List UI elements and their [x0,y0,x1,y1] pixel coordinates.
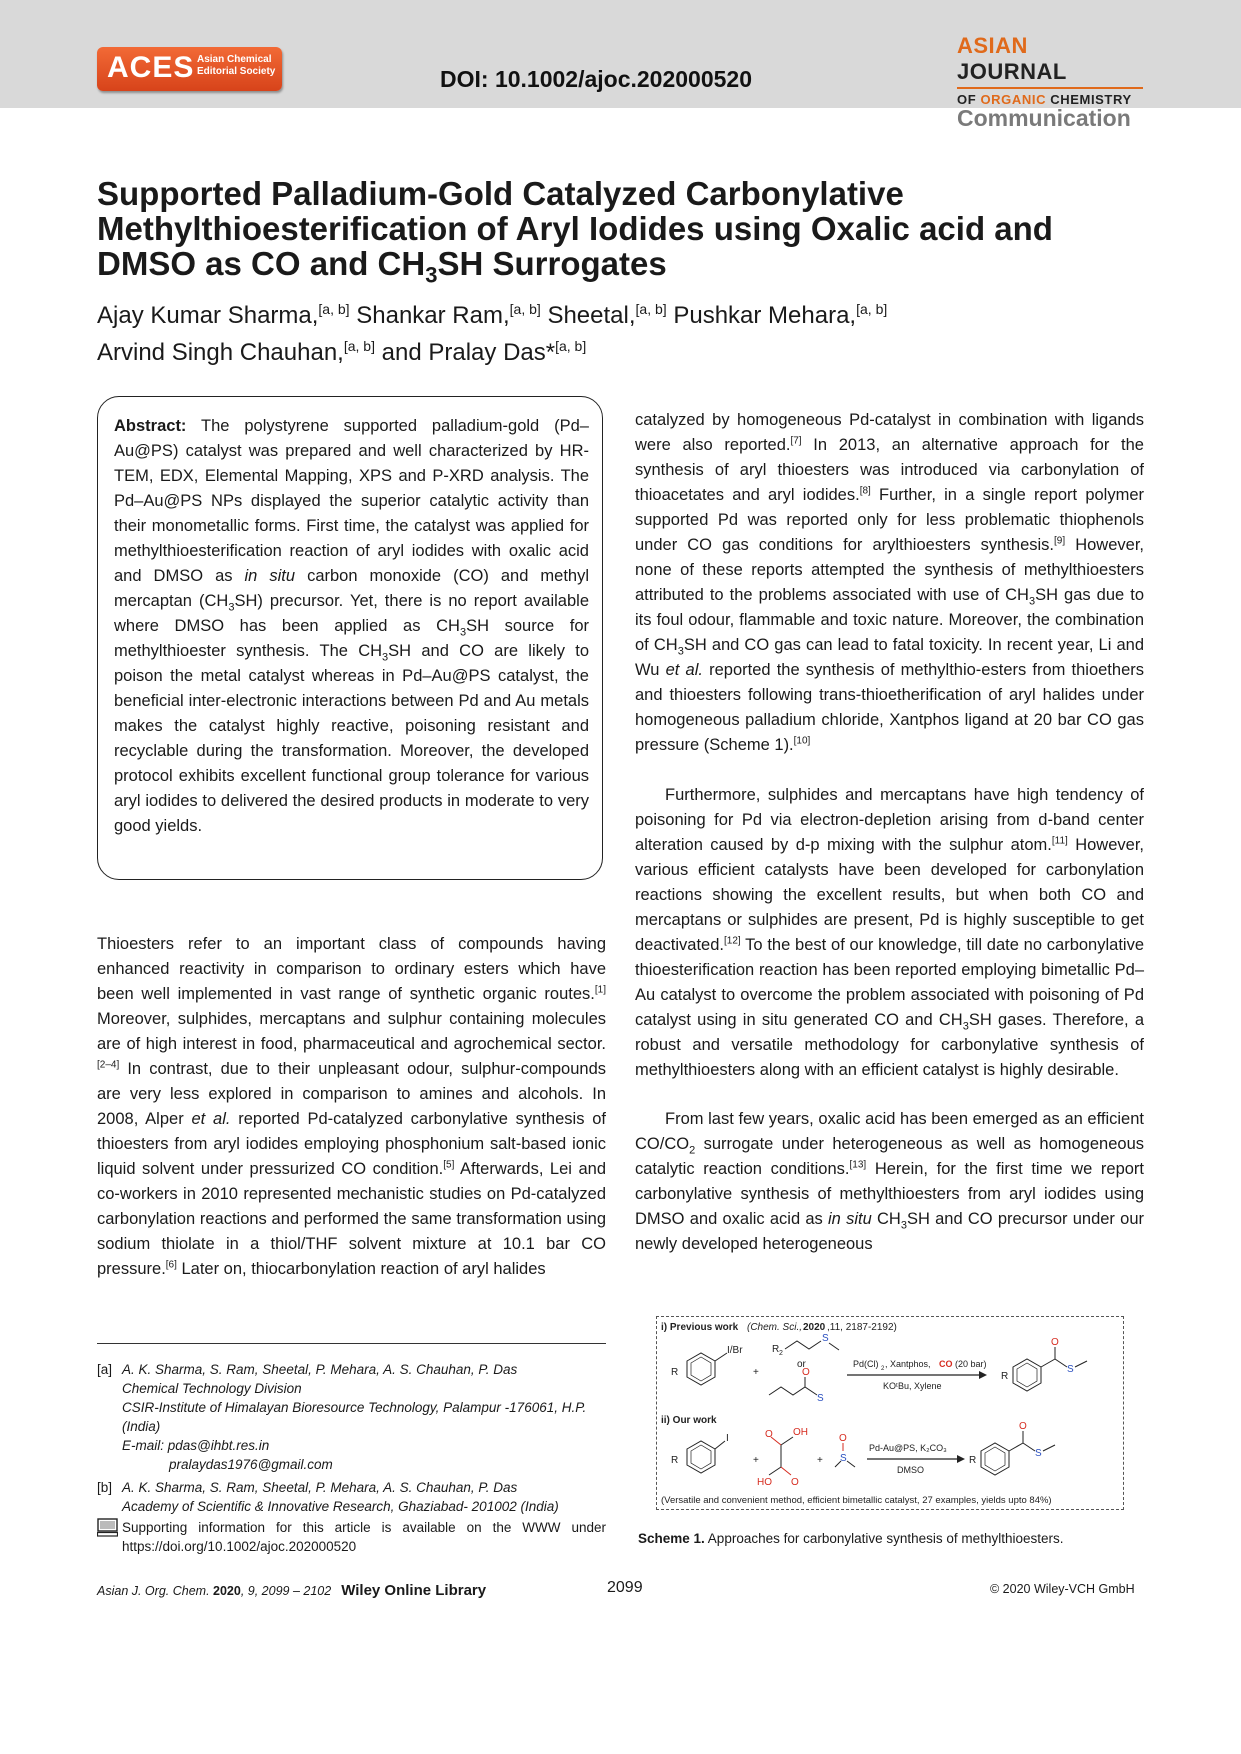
scheme-cond2-bottom: DMSO [897,1465,924,1475]
body-segment: From last few years, oxalic acid has been emerged as an efficient CO/CO [635,1110,1144,1153]
title-line1: Supported Palladium-Gold Catalyzed Carbonylative [97,175,904,212]
scheme-r2-label: R [772,1344,780,1355]
footnote-rule [97,1343,606,1344]
author-name: Sheetal, [547,302,636,329]
computer-icon [97,1518,118,1537]
abstract-segment: The polystyrene supported palladium-gold (Pd–Au@PS) catalyst was prepared and well characterized by HR-TEM, EDX, Elemental Mapping, XPS and P-XRD analysis. The Pd–Au@PS NPs displayed the superior catalytic activity than their monometallic forms. First time, the catalyst was applied for methylthioesterification reaction of aryl iodides with oxalic acid and DMSO as [114,417,589,585]
scheme-our-work-label: ii) Our work [661,1415,717,1426]
affiliation-tag: [a] [97,1362,113,1377]
scheme-plus: + [753,1455,759,1466]
scheme-cond1-top-a: Pd(Cl) [853,1359,879,1369]
page-number: 2099 [607,1579,643,1596]
citation-ref[interactable]: [13] [849,1159,867,1171]
abstract-segment: SH and CO are likely to poison the metal catalyst whereas in Pd–Au@PS catalyst, the beneficial inter-electronic interactions between Pd and Au metals makes the catalyst highly reactive, poisoning resistant and recyclable during the transformation. Moreover, the developed protocol exhibits excellent functional group tolerance for various aryl iodides to delivered the desired products in moderate to very good yields. [114,642,589,835]
citation-ref[interactable]: [1] [594,984,606,996]
body-italic: et al. [191,1110,231,1128]
scheme-previous-ref-rest: ,11, 2187-2192) [827,1322,897,1333]
body-sub: 3 [900,1219,907,1232]
body-sub: 3 [962,1020,969,1033]
scheme-cond1-top-sub: 2 [881,1366,885,1372]
aryl-iodide-structure [687,1441,725,1473]
scheme-oxygen-label: O [791,1477,799,1488]
scheme-cond1-top-b: , Xantphos, [885,1359,931,1369]
abstract-label: Abstract: [114,417,187,435]
body-sub: 3 [677,645,684,658]
scheme-previous-ref-year: 2020 [803,1322,826,1333]
aces-logo-society [197,54,275,78]
scheme-r-label: R [671,1367,679,1378]
author-affil-mark: [a, b] [635,301,667,317]
journal-brand-asian: ASIAN [957,33,1028,58]
scheme-oxygen-label: O [1051,1337,1059,1348]
citation-ref[interactable]: [2–4] [97,1059,120,1071]
aces-society-line2: Editorial Society [197,66,276,77]
scheme-sulfur-label: S [822,1333,829,1344]
citation-ref[interactable]: [9] [1054,535,1066,547]
citation-ref[interactable]: [8] [859,485,871,497]
aces-logo [97,47,282,91]
body-sub: 2 [689,1144,696,1157]
scheme-caption [638,1531,1138,1546]
body-paragraph-left [97,932,606,1282]
abstract-italic: in situ [244,567,296,585]
copyright: © 2020 Wiley-VCH GmbH [990,1582,1135,1596]
citation-ref[interactable]: [7] [790,435,802,447]
aryl-halide-structure-previous [687,1353,727,1385]
abstract-segment: SH source for methylthioester synthesis. The CH [114,617,589,660]
scheme-oxygen-label: O [839,1433,847,1444]
scheme-sulfur-label: S [840,1453,847,1464]
abstract-sub: 3 [459,626,467,639]
body-paragraph-right-1 [635,408,1144,758]
body-segment: Furthermore, sulphides and mercaptans have high tendency of poisoning for Pd via electron-depletion arising from d-band center alteration caused by d-p mixing with the sulphur atom. [635,786,1144,854]
author-list [97,297,1147,371]
footer-citation [97,1582,486,1599]
body-segment: CH [871,1210,901,1228]
journal-brand-line1 [957,33,1143,85]
body-segment: Thioesters refer to an important class of compounds having enhanced reactivity in comparison to ordinary esters which have been well implemented in vast range of synthetic organic routes. [97,935,606,1003]
body-segment: SH gas due to its foul odour, flammable and toxic nature. Moreover, the combination of CH [635,586,1144,654]
body-segment: In contrast, due to their unpleasant odour, sulphur-compounds are very less explored in comparison to amines and alcohols. In 2008, Alper [97,1060,606,1128]
journal-brand-organic: ORGANIC [980,92,1047,107]
body-segment: To the best of our knowledge, till date no carbonylative thioesterification reaction has been reported employing bimetallic Pd–Au catalyst to overcome the problem associated with poisoning of Pd catalyst using in situ generated CO and CH [635,936,1144,1029]
affiliation-email[interactable]: E-mail: pdas@ihbt.res.in [122,1438,270,1453]
thioether-methyl [829,1343,839,1350]
scheme-oxygen-label: O [802,1367,810,1378]
scheme-plus: + [817,1455,823,1466]
affiliation-line: CSIR-Institute of Himalayan Bioresource Technology, Palampur -176061, H.P. (India) [122,1400,587,1434]
citation-ref[interactable]: [11] [1051,835,1068,847]
author-name: Arvind Singh Chauhan, [97,339,344,366]
author-affil-mark: [a, b] [856,301,888,317]
body-segment: reported Pd-catalyzed carbonylative synthesis of thioesters from aryl iodides employing phosphonium salt-based ionic liquid solvent under pressurized CO condition. [97,1110,606,1178]
journal-brand-rule [957,87,1143,89]
scheme-iodo-label: I [726,1433,729,1444]
scheme-sulfur-label: S [1067,1364,1074,1375]
scheme-previous-ref-journal: (Chem. Sci., [747,1322,803,1333]
journal-brand-chemistry: CHEMISTRY [1046,92,1132,107]
affiliation-line: A. K. Sharma, S. Ram, Sheetal, P. Mehara, A. S. Chauhan, P. Das [122,1480,518,1495]
scheme-figure [656,1316,1124,1510]
scheme-cond2-top: Pd-Au@PS, K₂CO₃ [869,1443,947,1453]
affiliation-a [97,1360,606,1474]
author-affil-mark: [a, b] [318,301,350,317]
body-segment: Moreover, sulphides, mercaptans and sulphur containing molecules are of high interest in food, pharmaceutical and agrochemical sector. [97,1010,606,1053]
citation-ref[interactable]: [12] [723,935,741,947]
scheme-r-label: R [1001,1371,1009,1382]
body-segment: SH and CO gas can lead to fatal toxicity. In recent year, Li and Wu [635,636,1144,679]
body-segment: Afterwards, Lei and co-workers in 2010 represented mechanistic studies on Pd-catalyzed carbonylation reactions and performed the same transformation using sodium thiolate in a thiol/THF solvent mixture at 10.1 bar CO pressure. [97,1160,606,1278]
oxalic-acid-structure [769,1437,793,1475]
scheme-sulfur-label: S [1035,1448,1042,1459]
scheme-halide-label: I/Br [727,1345,743,1356]
scheme-drawing [657,1317,1123,1509]
thioether-chain [785,1341,821,1349]
scheme-or: or [797,1359,806,1370]
body-segment: catalyzed by homogeneous Pd-catalyst in combination with ligands were also reported. [635,411,1144,454]
author-affil-mark: [a, b] [509,301,541,317]
affiliation-tag: [b] [97,1480,113,1495]
wiley-online-library-link[interactable]: Wiley Online Library [341,1582,487,1599]
citation-ref[interactable]: [5] [443,1159,455,1171]
citation-ref[interactable]: [10] [793,735,811,747]
affiliation-b [97,1478,606,1516]
article-type: Communication [957,105,1131,131]
footer-volume-pages: , 9, 2099 – 2102 [240,1584,332,1598]
author-affil-mark: [a, b] [555,338,587,354]
product-structure-ours [981,1431,1055,1475]
body-segment: Herein, for the first time we report carbonylative synthesis of methylthioesters from aryl iodides using DMSO and oxalic acid as [635,1160,1145,1228]
affiliation-line: Academy of Scientific & Innovative Research, Ghaziabad- 201002 (India) [122,1499,559,1514]
body-segment: Later on, thiocarbonylation reaction of aryl halides [176,1260,546,1278]
scheme-note: (Versatile and convenient method, efficient bimetallic catalyst, 27 examples, yields upto 84%) [661,1495,1052,1506]
affiliation-line: A. K. Sharma, S. Ram, Sheetal, P. Mehara, A. S. Chauhan, P. Das [122,1362,518,1377]
footer-year: 2020 [213,1584,241,1598]
author-affil-mark: [a, b] [343,338,375,354]
scheme-cond1-top-c: (20 bar) [955,1359,987,1369]
citation-ref[interactable]: [6] [165,1259,177,1271]
affiliation-line: Chemical Technology Division [122,1381,302,1396]
body-sub: 3 [1028,595,1036,608]
affiliation-email[interactable]: pralaydas1976@gmail.com [169,1457,333,1472]
body-segment: surrogate under heterogeneous as well as homogeneous catalytic reaction conditions. [635,1135,1144,1178]
body-segment: However, various efficient catalysts have been developed for carbonylation reactions showing the excellent results, but when both CO and mercaptans or sulphides are present, Pd is highly susceptible to get deactivated. [635,836,1144,954]
article-title [97,175,1147,288]
title-line2: Methylthioesterification of Aryl Iodides using Oxalic acid and [97,210,1053,247]
scheme-cond1-bottom: KOᵗBu, Xylene [883,1381,942,1391]
scheme-hydroxyl-label: HO [757,1477,772,1488]
abstract-text [114,414,589,839]
journal-brand [957,33,1143,132]
author-name: Pushkar Mehara, [673,302,857,329]
scheme-sulfur-label: S [817,1393,824,1404]
body-segment: Further, in a single report polymer supported Pd was reported only for less problematic thiophenols under CO gas conditions for arylthioesters synthesis. [635,486,1145,554]
supporting-info [97,1518,606,1556]
body-paragraph-right-3 [635,1107,1144,1257]
aces-logo-word: ACES [107,51,195,84]
body-segment: In 2013, an alternative approach for the synthesis of aryl thioesters was introduced via carbonylation of thioacetates and aryl iodides. [635,436,1144,504]
footer-journal: Asian J. Org. Chem. [97,1584,210,1598]
abstract-sub: 3 [228,601,235,614]
title-line3-sub: 3 [425,262,438,288]
scheme-r-label: R [671,1455,679,1466]
body-italic: in situ [828,1210,872,1228]
title-line3-b: SH Surrogates [437,245,667,282]
supporting-info-text[interactable]: Supporting information for this article is available on the WWW under https://doi.org/10.1002/ajoc.202000520 [122,1520,606,1554]
author-name: and Pralay Das* [381,339,556,366]
scheme-cond1-co: CO [939,1359,953,1369]
scheme-oxygen-label: O [1019,1421,1027,1432]
abstract-sub: 3 [382,651,389,664]
body-segment: SH and CO precursor under our newly developed heterogeneous [635,1210,1144,1253]
author-name: Ajay Kumar Sharma, [97,302,319,329]
body-segment: reported the synthesis of methylthio-esters from thioethers and thioesters following trans-thioetherification of aryl halides under homogeneous palladium chloride, Xantphos ligand at 20 bar CO gas pressure (Scheme 1). [635,661,1144,754]
author-name: Shankar Ram, [356,302,510,329]
scheme-plus: + [753,1367,759,1378]
aces-society-line1: Asian Chemical [197,54,272,65]
body-italic: et al. [665,661,703,679]
scheme-caption-text: Approaches for carbonylative synthesis of methylthioesters. [704,1531,1064,1546]
abstract-segment: carbon monoxide (CO) and methyl mercaptan (CH [114,567,590,610]
product-structure-previous [1013,1347,1087,1391]
body-segment: However, none of these reports attempted the synthesis of methylthioesters attributed to the problems associated with use of CH [635,536,1144,604]
scheme-hydroxyl-label: OH [793,1427,808,1438]
body-segment: SH gases. Therefore, a robust and versatile methodology for carbonylative synthesis of methylthioesters along with an efficient catalyst is highly desirable. [635,1011,1144,1079]
scheme-caption-label: Scheme 1. [638,1531,705,1546]
thioester-chain [769,1387,817,1395]
scheme-oxygen-label: O [765,1429,773,1440]
scheme-previous-label: i) Previous work [661,1322,739,1333]
abstract-segment: SH) precursor. Yet, there is no report available where DMSO has been applied as CH [114,592,589,635]
body-paragraph-right-2 [635,783,1144,1083]
doi[interactable]: DOI: 10.1002/ajoc.202000520 [440,66,753,92]
title-line3-a: DMSO as CO and CH [97,245,426,282]
journal-brand-journal: JOURNAL [957,59,1067,84]
journal-brand-of: OF [957,92,981,107]
scheme-r2-sub: 2 [779,1350,783,1357]
scheme-r-label: R [969,1455,977,1466]
